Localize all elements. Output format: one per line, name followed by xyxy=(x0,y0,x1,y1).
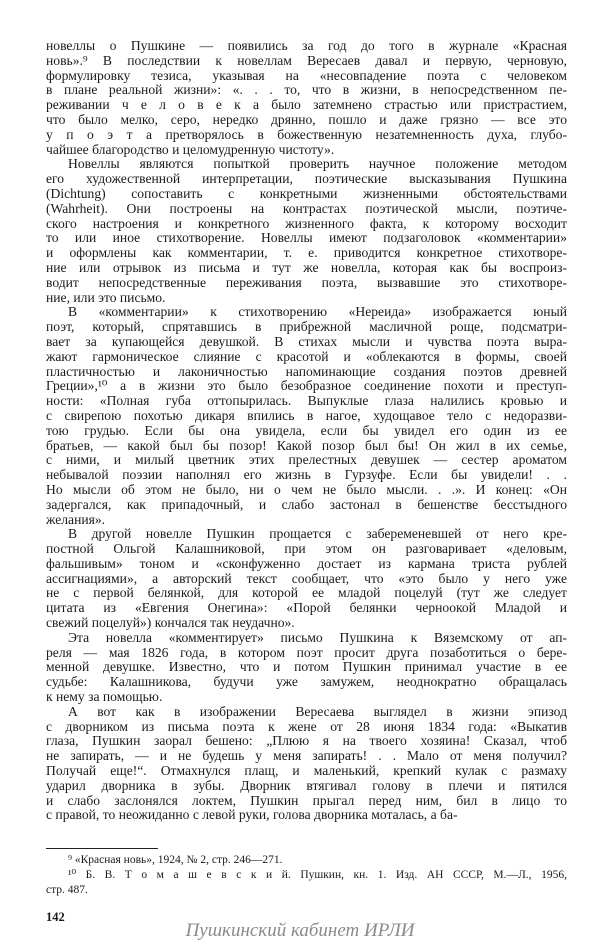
text-line: ассигнациями», а авторский текст сообщает, что «это было у него уже xyxy=(46,570,567,586)
text-line: Греции»,¹⁰ а в жизни это было безобразное соединение похоти и преступ- xyxy=(46,378,567,394)
text-line: (Dichtung) сопоставить с конкретными жизненными обстоятельствами xyxy=(46,185,567,201)
text-line: формулировку тезиса, указывая на «несовпадение поэта с человеком xyxy=(46,67,567,83)
text-line: Новеллы являются попыткой проверить научное положение методом xyxy=(68,156,567,172)
text-line: с ними, и милый цветник этих прелестных девушек — сестер ароматом xyxy=(46,452,567,468)
text-line: с дворником из письма поэта к жене от 28 июня 1834 года: «Выкатив xyxy=(46,718,567,734)
text-line: задергался, как припадочный, и слабо застонал в бешенстве бесстыдного xyxy=(46,496,567,512)
text-line: с правой, то неожиданно с левой руки, голова дворника моталась, а ба- xyxy=(46,807,458,823)
text-line: небывалой поэзии наполнял его жизнь в Гурзуфе. Если бы увидели! . . xyxy=(46,467,567,483)
text-line: новь».⁹ В последствии к новеллам Вересаев давал и первую, черновую, xyxy=(46,52,567,68)
text-line: цитата из «Евгения Онегина»: «Порой белянки черноокой Младой и xyxy=(46,600,567,616)
text-line: тою грудью. Если бы она увидела, если бы увидел его один из ее xyxy=(46,422,567,438)
text-line: то или иное стихотворение. Новеллы имеют подзаголовок «комментарии» xyxy=(46,230,567,246)
text-line: в плане реальной жизни»: «. . . то, что в жизни, в непосредственном пе- xyxy=(46,82,567,98)
text-line: реживании ч е л о в е к а было затемнено страстью или пристрастием, xyxy=(46,97,567,113)
page-number: 142 xyxy=(46,910,65,924)
text-line: ние или отрывок из письма и тут же новелла, которая как бы воспроиз- xyxy=(46,259,567,275)
text-line: постной Ольгой Калашниковой, при этом он разговаривает «деловым, xyxy=(46,541,567,557)
text-line: стр. 487. xyxy=(46,883,88,896)
text-line: не с первой белянкой, для которой ее младой поцелуй (тут же следует xyxy=(46,585,567,601)
paragraph xyxy=(46,39,567,157)
text-line: Эта новелла «комментирует» письмо Пушкина к Вяземскому от ап- xyxy=(68,629,567,645)
text-line: его художественной интерпретации, поэтические высказывания Пушкина xyxy=(46,171,567,187)
text-line: поэт, который, спрятавшись в прибрежной масличной роще, подсматри- xyxy=(46,319,567,335)
text-line: ⁹ «Красная новь», 1924, № 2, стр. 246—271. xyxy=(68,854,283,866)
text-line: ударил дворника в зубы. Дворник втягивал голову в плечи и пятился xyxy=(46,777,567,793)
text-line: что было мелко, серо, нередко дрянно, пошло и даже грязно — все это xyxy=(46,111,567,127)
footnotes xyxy=(46,854,567,898)
text-line: А вот как в изображении Вересаева выглядел в жизни эпизод xyxy=(68,703,567,719)
paragraph xyxy=(46,305,567,527)
text-line: чайшее благородство и целомудренную чистоту». xyxy=(46,141,335,157)
text-line: не запирать, — и не будешь у меня запирать! . . Мало от меня получил? xyxy=(46,748,567,764)
body-text xyxy=(46,39,567,823)
text-line: судьбе: Калашникова, будучи уже замужем, неоднократно обращалась xyxy=(46,674,567,690)
text-line: новеллы о Пушкине — появились за год до того в журнале «Красная xyxy=(46,38,567,53)
text-line: Но мысли об этом не было, ни о чем не было мысли. . .». И конец: «Он xyxy=(46,481,567,497)
text-line: В «комментарии» к стихотворению «Нереида» изображается юный xyxy=(68,304,567,320)
footnote-divider xyxy=(46,848,158,849)
text-line: менной девушке. Известно, что и потом Пушкин принимал участие в ее xyxy=(46,659,567,675)
text-line: ского настроения и конкретного жизненного факта, к которому восходит xyxy=(46,215,567,231)
paragraph xyxy=(46,157,567,305)
text-line: ние, или это письмо. xyxy=(46,289,166,305)
text-line: глаза, Пушкин заорал бешено: „Плюю я на твоего хозяина! Сказал, чтоб xyxy=(46,733,567,749)
text-line: и оформлены как комментарии, т. е. приводится конкретное стихотворе- xyxy=(46,245,567,261)
text-line: реля — мая 1826 года, в котором поэт просит друга позаботиться о бере- xyxy=(46,644,567,660)
text-line: братьев, — какой был бы позор! Какой позор был бы! Он жил в их семье, xyxy=(46,437,567,453)
text-line: желания». xyxy=(46,511,106,527)
text-line: к нему за помощью. xyxy=(46,689,163,705)
text-line: ¹⁰ Б. В. Т о м а ш е в с к и й. Пушкин, кн. 1. Изд. АН СССР, М.—Л., 1956, xyxy=(68,868,567,881)
text-line: свежий поцелуй») кончался так неудачно». xyxy=(46,615,295,631)
text-line: водит непосредственные переживания поэта, вызвавшие это стихотворе- xyxy=(46,274,567,290)
text-line: у п о э т а претворялось в божественную незатемненность духа, глубо- xyxy=(46,126,567,142)
text-line: фальшивым» тоном и «сконфуженно достает из кармана триста рублей xyxy=(46,555,567,571)
watermark: Пушкинский кабинет ИРЛИ xyxy=(185,920,415,941)
footnote xyxy=(46,869,567,899)
text-line: ности: «Полная губа оттопырилась. Выпуклые глаза налились кровью и xyxy=(46,393,567,409)
paragraph xyxy=(46,631,567,705)
text-line: Получай еще!“. Отмахнулся плащ, и маленький, крепкий кулак с размаху xyxy=(46,763,567,779)
text-line: вает за купающейся девушкой. В стихах мысли и чувства поэта выра- xyxy=(46,333,567,349)
text-line: В другой новелле Пушкин прощается с забеременевшей от него кре- xyxy=(68,526,567,542)
text-line: жают гармоническое слияние с красотой и «облекаются в формы, своей xyxy=(46,348,567,364)
paragraph xyxy=(46,527,567,631)
text-line: с свирепою похотью дикаря впились в нагое, худощавое тело с недоразви- xyxy=(46,407,567,423)
text-line: пластичностью и лаконичностью напоминающие создания поэтов древней xyxy=(46,363,567,379)
paragraph xyxy=(46,705,567,823)
footnote xyxy=(46,854,567,869)
text-line: и слабо заслонялся локтем, Пушкин прыгал перед ним, бил в лицо то xyxy=(46,792,567,808)
text-line: (Wahrheit). Они построены на контрастах поэтической мысли, поэтиче- xyxy=(46,200,567,216)
